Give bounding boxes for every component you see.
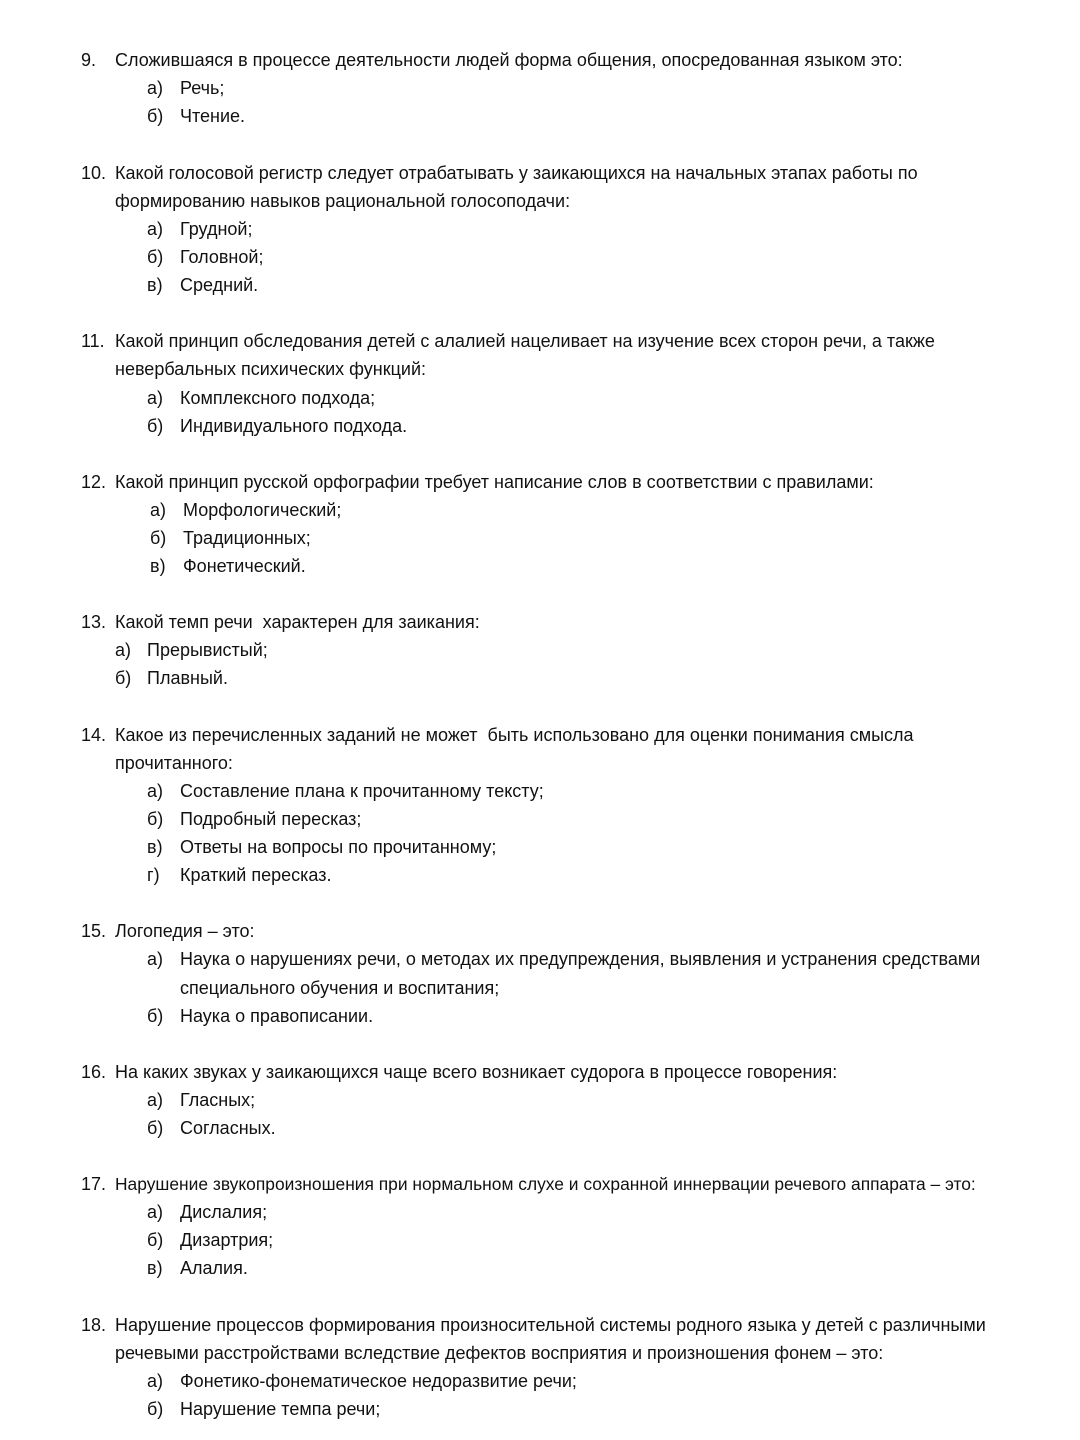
option-text: Фонетико-фонематическое недоразвитие речи; (180, 1371, 577, 1391)
question-text: речевыми расстройствами вследствие дефектов восприятия и произношения фонем – это: (115, 1343, 884, 1363)
option-label: б) (147, 1118, 164, 1138)
option-text: Традиционных; (183, 528, 311, 548)
question-text: Логопедия – это: (115, 921, 255, 941)
question-number: 9. (81, 50, 97, 70)
option-label: а) (115, 640, 132, 660)
option-label: а) (147, 1090, 164, 1110)
option-label: б) (115, 668, 132, 688)
option-text: Головной; (180, 247, 264, 267)
option-label: а) (147, 781, 164, 801)
option-text: Ответы на вопросы по прочитанному; (180, 837, 497, 857)
option-label: б) (150, 528, 167, 548)
option-text: Индивидуального подхода. (180, 416, 408, 436)
question-text: Нарушение процессов формирования произносительной системы родного языка у детей с различными (115, 1315, 986, 1335)
option-text: Грудной; (180, 219, 253, 239)
option-label: б) (147, 1006, 164, 1026)
option-label: б) (147, 1230, 164, 1250)
question-number: 16. (81, 1062, 107, 1082)
option-label: в) (147, 837, 163, 857)
question-text: Какой принцип обследования детей с алалией нацеливает на изучение всех сторон речи, а также (115, 331, 935, 351)
question-number: 13. (81, 612, 107, 632)
question-text: Сложившаяся в процессе деятельности людей форма общения, опосредованная языком это: (115, 50, 903, 70)
option-text: Речь; (180, 78, 225, 98)
question-text: формированию навыков рациональной голосоподачи: (115, 191, 571, 211)
option-label: а) (147, 388, 164, 408)
option-text: Дизартрия; (180, 1230, 274, 1250)
option-text: Наука о правописании. (180, 1006, 374, 1026)
option-text: Подробный пересказ; (180, 809, 362, 829)
option-label: б) (147, 416, 164, 436)
option-text: Нарушение темпа речи; (180, 1399, 381, 1419)
question-number: 12. (81, 472, 107, 492)
option-label: а) (147, 949, 164, 969)
option-text: Краткий пересказ. (180, 865, 332, 885)
question-number: 11. (81, 331, 105, 351)
question-number: 15. (81, 921, 107, 941)
question-number: 18. (81, 1315, 107, 1335)
option-text: Согласных. (180, 1118, 276, 1138)
question-text: Какой принцип русской орфографии требует написание слов в соответствии с правилами: (115, 472, 874, 492)
option-text: Наука о нарушениях речи, о методах их предупреждения, выявления и устранения средствами (180, 949, 981, 969)
option-label: а) (147, 219, 164, 239)
option-text: Гласных; (180, 1090, 256, 1110)
option-text: Комплексного подхода; (180, 388, 376, 408)
option-text: Средний. (180, 275, 259, 295)
option-text: Плавный. (147, 668, 228, 688)
question-text: На каких звуках у заикающихся чаще всего возникает судорога в процессе говорения: (115, 1062, 838, 1082)
question-text: Какой голосовой регистр следует отрабатывать у заикающихся на начальных этапах работы по (115, 163, 918, 183)
option-label: в) (147, 1258, 163, 1278)
option-text: Алалия. (180, 1258, 248, 1278)
option-text: специального обучения и воспитания; (180, 978, 500, 998)
option-label: б) (147, 1399, 164, 1419)
question-text: невербальных психических функций: (115, 359, 427, 379)
option-label: б) (147, 106, 164, 126)
option-text: Дислалия; (180, 1202, 268, 1222)
question-number: 14. (81, 725, 107, 745)
question-text: Какое из перечисленных заданий не может быть использовано для оценки понимания смысла (115, 725, 914, 745)
option-text: Прерывистый; (147, 640, 268, 660)
question-text: прочитанного: (115, 753, 233, 773)
option-label: а) (147, 1202, 164, 1222)
question-number: 17. (81, 1174, 107, 1194)
option-label: г) (147, 865, 160, 885)
option-text: Чтение. (180, 106, 246, 126)
option-label: а) (147, 78, 164, 98)
option-label: а) (147, 1371, 164, 1391)
option-label: в) (150, 556, 166, 576)
option-label: в) (147, 275, 163, 295)
question-text: Какой темп речи характерен для заикания: (115, 612, 480, 632)
option-label: а) (150, 500, 167, 520)
question-text: Нарушение звукопроизношения при нормальном слухе и сохранной иннервации речевого аппарата – это: (115, 1174, 976, 1194)
option-label: б) (147, 809, 164, 829)
question-number: 10. (81, 163, 107, 183)
option-text: Фонетический. (183, 556, 306, 576)
option-text: Морфологический; (183, 500, 342, 520)
option-text: Составление плана к прочитанному тексту; (180, 781, 544, 801)
option-label: б) (147, 247, 164, 267)
